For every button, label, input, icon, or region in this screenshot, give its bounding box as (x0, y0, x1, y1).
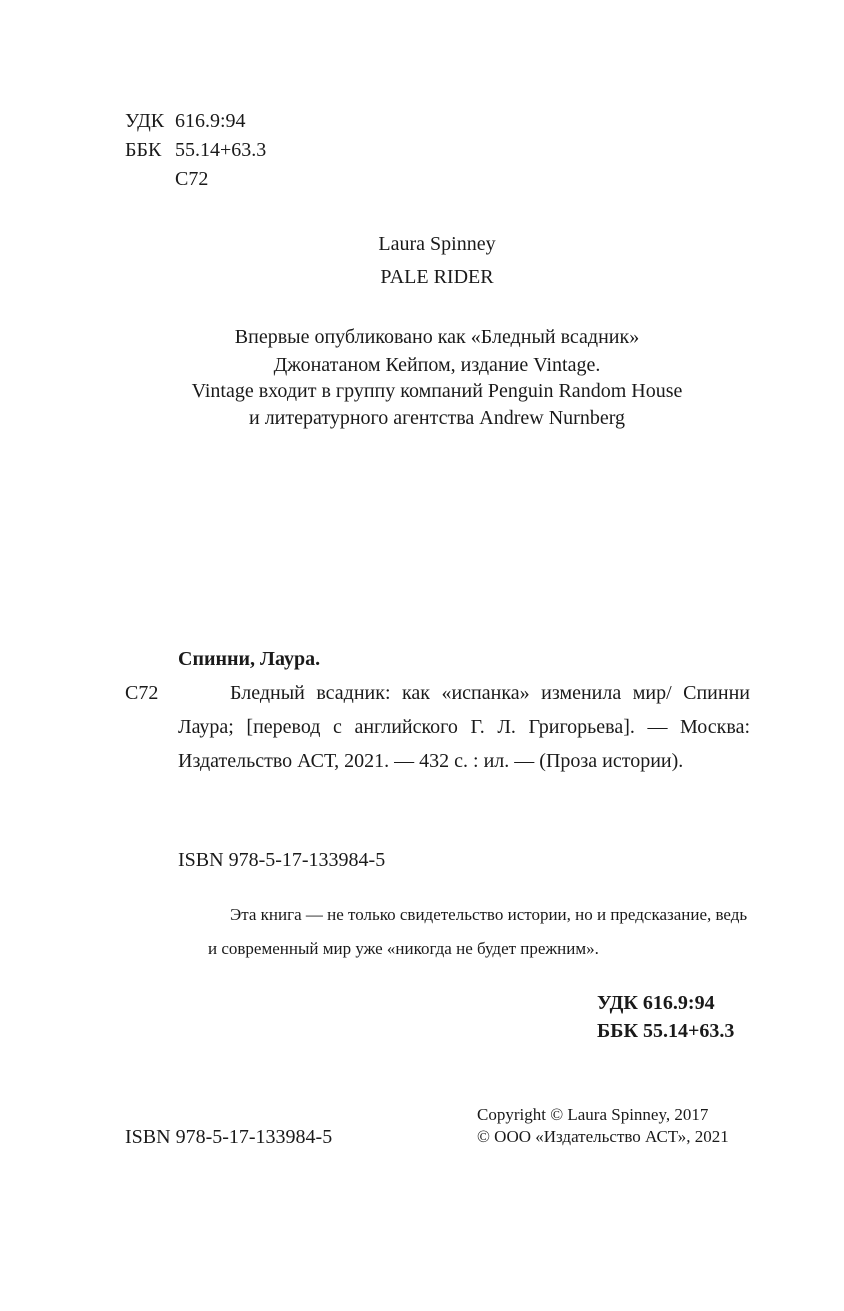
publication-note-line-3: Vintage входит в группу компаний Penguin Random House (191, 380, 683, 402)
bbk-label: ББК (125, 139, 162, 161)
bib-annotation: Эта книга — не только свидетельство истории, но и предсказание, ведь и современный мир уже «никогда не будет прежним». (208, 905, 748, 958)
copyright-author: Copyright © Laura Spinney, 2017 (477, 1105, 709, 1124)
udk-bottom: УДК 616.9:94 (597, 992, 715, 1014)
udk-label: УДК (125, 110, 165, 132)
udk-value: 616.9:94 (175, 110, 246, 132)
original-title: PALE RIDER (380, 266, 494, 288)
bbk-line (125, 137, 266, 163)
bib-isbn: ISBN 978-5-17-133984-5 (178, 849, 386, 871)
bib-author-mark: С72 (125, 682, 159, 704)
publication-note-line-4: и литературного агентства Andrew Nurnberg (248, 407, 625, 429)
footer-isbn: ISBN 978-5-17-133984-5 (125, 1126, 333, 1148)
author-mark-top: С72 (175, 168, 209, 190)
bib-description: Бледный всадник: как «испанка» изменила мир/ Спинни Лаура; [перевод с английского Г. Л. Григорьева]. — Москва: Издательство АСТ, 2021. — 432 с. : ил. — (Проза истории). (178, 682, 750, 772)
udk-line (125, 108, 246, 134)
bbk-value: 55.14+63.3 (175, 139, 267, 161)
bbk-bottom: ББК 55.14+63.3 (597, 1020, 735, 1042)
original-author: Laura Spinney (378, 233, 496, 255)
bib-author-heading: Спинни, Лаура. (178, 648, 321, 670)
publication-note-line-1: Впервые опубликовано как «Бледный всадник» (234, 326, 640, 348)
publication-note-line-2: Джонатаном Кейпом, издание Vintage. (273, 354, 601, 376)
copyright-publisher: © ООО «Издательство АСТ», 2021 (477, 1127, 729, 1146)
